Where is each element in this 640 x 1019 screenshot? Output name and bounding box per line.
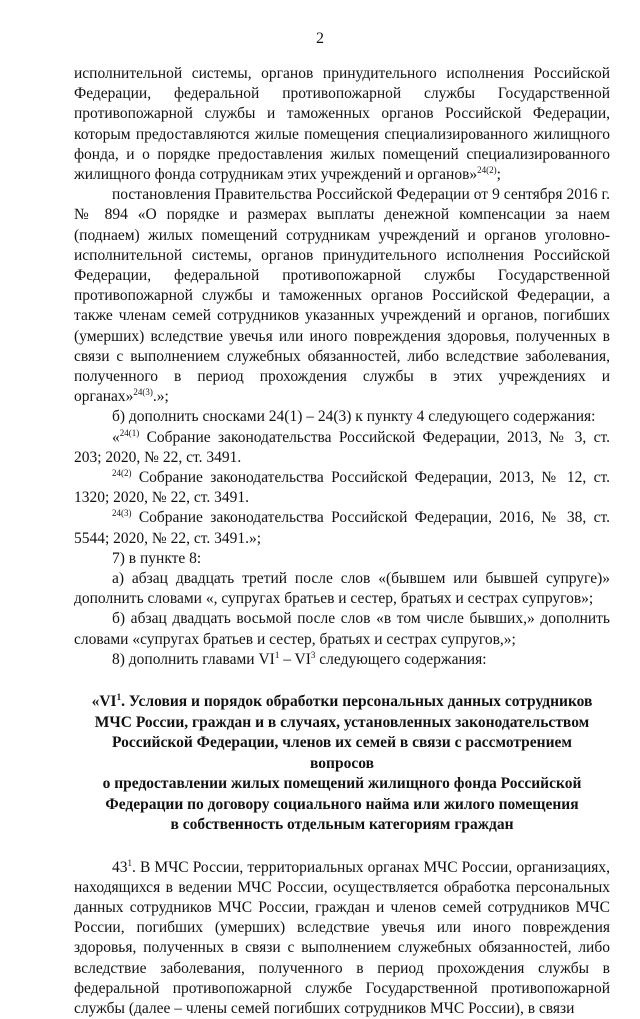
paragraph-item-7: 7) в пункте 8: (112, 549, 202, 567)
paragraph-resolution-894: постановления Правительства Российской Федерации от 9 сентября 2016 г. № 894 «О порядке и размерах выплаты денежной компенсации за наем (поднаем) жилых помещений сотрудникам учреждений и органов уголовно-исполнительной системы, органов принудительного исполнения Российской Федерации, федеральной противопожарной службы Государственной противопожарной службы и таможенных органов Российской Федерации, а также членам семей сотрудников указанных учреждений и органов, погибших (умерших) вследствие увечья или иного повреждения здоровья, полученных в связи с выполнением служебных обязанностей, либо вследствие заболевания, полученного в период прохождения службы в этих учреждениях и органах»$^{24(3)}$.»; (74, 186, 610, 406)
paragraph-item-b2: б) абзац двадцать восьмой после слов «в том числе бывших,» дополнить словами «супругах братьев и сестер, братьях и сестрах супругов,»; (74, 610, 610, 648)
footnote-mark: 24(3) (112, 508, 132, 519)
footnote-ref: 24(3) (133, 387, 153, 398)
footnote-mark: 24(2) (112, 468, 132, 479)
footnote-mark: 24(1) (119, 427, 140, 438)
paragraph-item-a: а) абзац двадцать третий после слов «(бывшем или бывшей супруге)» дополнить словами «, супругах братьев и сестер, братьях и сестрах супругов»; (74, 570, 610, 608)
document-body (74, 64, 610, 1019)
footnote-24-3: $^{24(3)}$ Собрание законодательства Российской Федерации, 2016, № 38, ст. 5544; 2020, № 22, ст. 3491.»; (74, 508, 610, 547)
footnote-24-2: $^{24(2)}$ Собрание законодательства Российской Федерации, 2013, № 12, ст. 1320; 2020, № 22, ст. 3491. (74, 468, 610, 507)
paragraph-43-1: $43^1$. В МЧС России, территориальных органах МЧС России, организациях, находящихся в ведении МЧС России, осуществляется обработка персональных данных сотрудников МЧС России, граждан и членов семей сотрудников МЧС России, погибших (умерших) вследствие увечья или иного повреждения здоровья, полученных в связи с выполнением служебных обязанностей, либо вследствие заболевания, полученного в период прохождения службы в федеральной противопожарной службе Государственной противопожарной службы (далее – члены семей погибших сотрудников МЧС России), в связи (74, 857, 610, 1018)
footnote-ref: 24(2) (477, 165, 497, 176)
paragraph-continuation: исполнительной системы, органов принудительного исполнения Российской Федерации, федеральной противопожарной службы Государственной противопожарной службы и таможенных органов Российской Федерации, которым предоставляются жилые помещения специализированного жилищного фонда, и о порядке предоставления жилых помещений специализированного жилищного фонда сотрудникам этих учреждений и органов»$^{24(2)}$; (74, 65, 610, 184)
chapter-heading: «$VI^1$. Условия и порядок обработки персональных данных сотрудников МЧС России, граждан и в случаях, установленных законодательством Российской Федерации, членов их семей в связи с рассмотрением вопросов о предоставлении жилых помещений жилищного фонда Российской Федерации по договору социального найма или жилого помещения в собственность отдельным категориям граждан (91, 692, 593, 834)
paragraph-item-b: б) дополнить сносками 24(1) – 24(3) к пункту 4 следующего содержания: (112, 408, 596, 426)
paragraph-item-8: 8) дополнить главами $VI^1 - VI^3$ следующего содержания: (112, 649, 487, 668)
footnote-24-1: «$^{24(1)}$ Собрание законодательства Российской Федерации, 2013, № 3, ст. 203; 2020, № 22, ст. 3491. (74, 427, 610, 466)
page-number: 2 (316, 30, 324, 47)
